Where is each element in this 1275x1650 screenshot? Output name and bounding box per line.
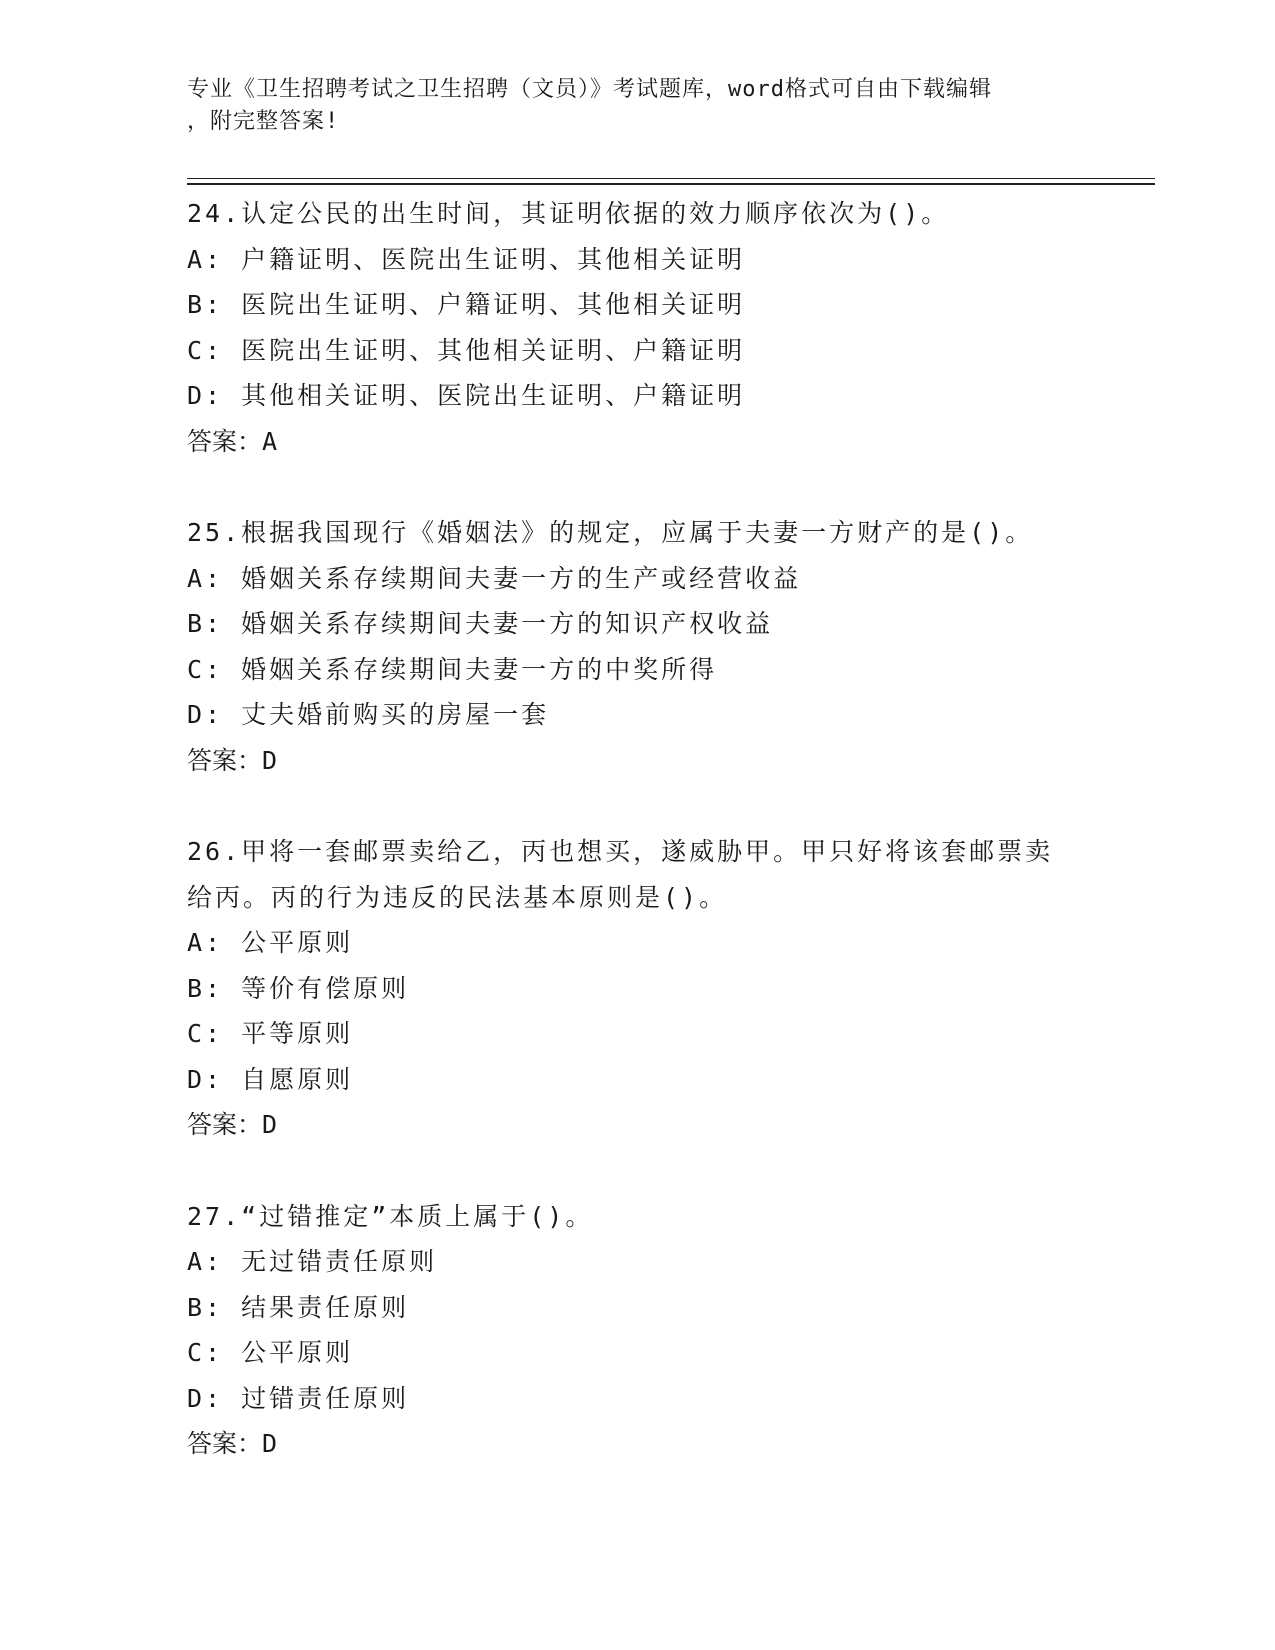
option-c: C: 公平原则 <box>187 1338 354 1367</box>
question-list <box>187 191 1087 1513</box>
option-c: C: 医院出生证明、其他相关证明、户籍证明 <box>187 335 746 365</box>
option-b: B: 婚姻关系存续期间夫妻一方的知识产权收益 <box>187 609 774 638</box>
option-d: D: 自愿原则 <box>187 1064 354 1094</box>
question-stem: 25.根据我国现行《婚姻法》的规定，应属于夫妻一方财产的是()。 <box>187 518 1034 547</box>
option-b: B: 医院出生证明、户籍证明、其他相关证明 <box>187 290 746 319</box>
question-stem-continued: 给丙。丙的行为违反的民法基本原则是()。 <box>187 882 728 912</box>
option-c: C: 婚姻关系存续期间夫妻一方的中奖所得 <box>187 654 718 684</box>
answer-value: D <box>262 1110 278 1139</box>
option-d: D: 过错责任原则 <box>187 1383 410 1413</box>
option-d: D: 丈夫婚前购买的房屋一套 <box>187 700 550 729</box>
question-stem: 24.认定公民的出生时间，其证明依据的效力顺序依次为()。 <box>187 199 950 228</box>
answer-value: D <box>262 745 278 775</box>
option-a: A: 无过错责任原则 <box>187 1247 438 1276</box>
question-item <box>187 191 1087 464</box>
answer-line <box>187 738 1087 784</box>
option-a: A: 公平原则 <box>187 928 354 957</box>
header-line-1: 专业《卫生招聘考试之卫生招聘（文员）》考试题库，word格式可自由下载编辑 <box>187 77 992 102</box>
header-divider-thin <box>187 178 1155 179</box>
document-header <box>187 74 1087 138</box>
answer-label: 答案： <box>187 745 263 775</box>
question-stem: 27.“过错推定”本质上属于()。 <box>187 1201 594 1231</box>
option-d: D: 其他相关证明、医院出生证明、户籍证明 <box>187 381 746 410</box>
answer-line <box>187 1421 1087 1467</box>
option-c: C: 平等原则 <box>187 1019 354 1048</box>
question-item <box>187 1194 1087 1467</box>
answer-line <box>187 419 1087 465</box>
option-a: A: 户籍证明、医院出生证明、其他相关证明 <box>187 244 746 274</box>
answer-line <box>187 1102 1087 1148</box>
header-line-2: ，附完整答案! <box>187 109 340 134</box>
answer-label: 答案： <box>187 426 263 456</box>
answer-value: A <box>262 426 278 456</box>
header-divider-thick <box>187 183 1155 185</box>
question-item <box>187 510 1087 783</box>
question-stem: 26.甲将一套邮票卖给乙，丙也想买，遂威胁甲。甲只好将该套邮票卖 <box>187 837 1054 866</box>
option-b: B: 等价有偿原则 <box>187 973 410 1003</box>
answer-label: 答案： <box>187 1429 263 1458</box>
option-a: A: 婚姻关系存续期间夫妻一方的生产或经营收益 <box>187 563 802 593</box>
question-item <box>187 829 1087 1148</box>
answer-value: D <box>262 1429 278 1458</box>
option-b: B: 结果责任原则 <box>187 1292 410 1322</box>
answer-label: 答案： <box>187 1110 263 1139</box>
